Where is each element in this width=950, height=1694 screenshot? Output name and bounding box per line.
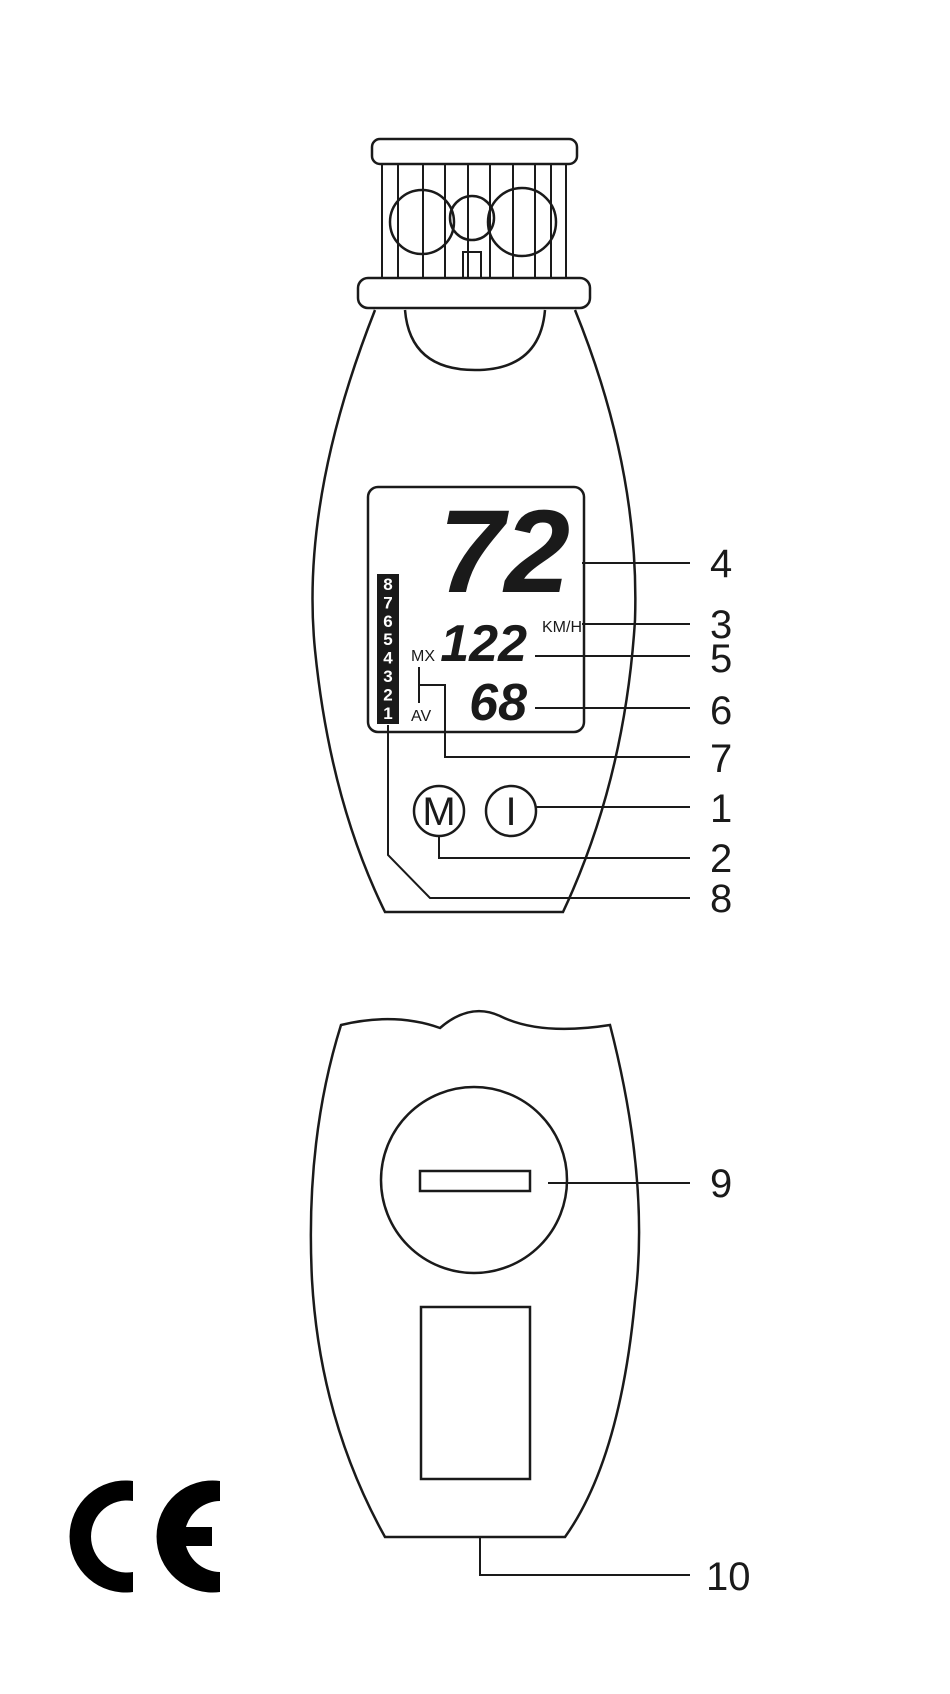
- callout-10: 10: [706, 1555, 751, 1599]
- scale-digit-1: 1: [383, 703, 393, 723]
- scale-digits: [383, 575, 393, 723]
- scale-digit-8: 8: [383, 575, 393, 594]
- scale-digit-6: 6: [383, 611, 393, 631]
- back-view: [311, 1011, 690, 1575]
- unit-label: KM/H: [542, 619, 582, 636]
- device-neck: [405, 310, 545, 370]
- cap-top: [372, 139, 577, 164]
- power-button-label: I: [505, 790, 517, 834]
- max-speed-value: 122: [440, 615, 527, 673]
- battery-cover-slot: [420, 1171, 530, 1191]
- callout-4: 4: [710, 542, 733, 586]
- scale-digit-7: 7: [383, 593, 393, 613]
- callout-7: 7: [710, 737, 733, 781]
- mode-button-label: M: [422, 790, 456, 834]
- callout-8: 8: [710, 877, 733, 921]
- avg-label: AV: [411, 708, 432, 725]
- scale-digit-5: 5: [383, 630, 393, 650]
- callout-3: 3: [710, 603, 733, 647]
- scale-digit-4: 4: [383, 648, 393, 668]
- label-area: [421, 1307, 530, 1479]
- avg-speed-value: 68: [469, 674, 527, 732]
- callout-9: 9: [710, 1162, 733, 1206]
- ce-mark: [70, 1481, 220, 1593]
- callout-2: 2: [710, 837, 733, 881]
- back-leader-lines: [480, 1183, 690, 1575]
- cup-right: [488, 188, 556, 256]
- callout-numbers: [706, 542, 751, 1599]
- callout-5: 5: [710, 637, 733, 681]
- front-view: [313, 139, 691, 912]
- callout-1: 1: [710, 787, 733, 831]
- cage: [382, 164, 566, 278]
- current-speed-value: 72: [438, 486, 570, 618]
- scale-digit-2: 2: [383, 685, 393, 705]
- scale-digit-3: 3: [383, 667, 393, 686]
- rotor-hub: [463, 252, 481, 278]
- battery-cover[interactable]: [381, 1087, 567, 1273]
- max-label: MX: [411, 648, 435, 665]
- cap-base: [358, 278, 590, 308]
- callout-6: 6: [710, 689, 733, 733]
